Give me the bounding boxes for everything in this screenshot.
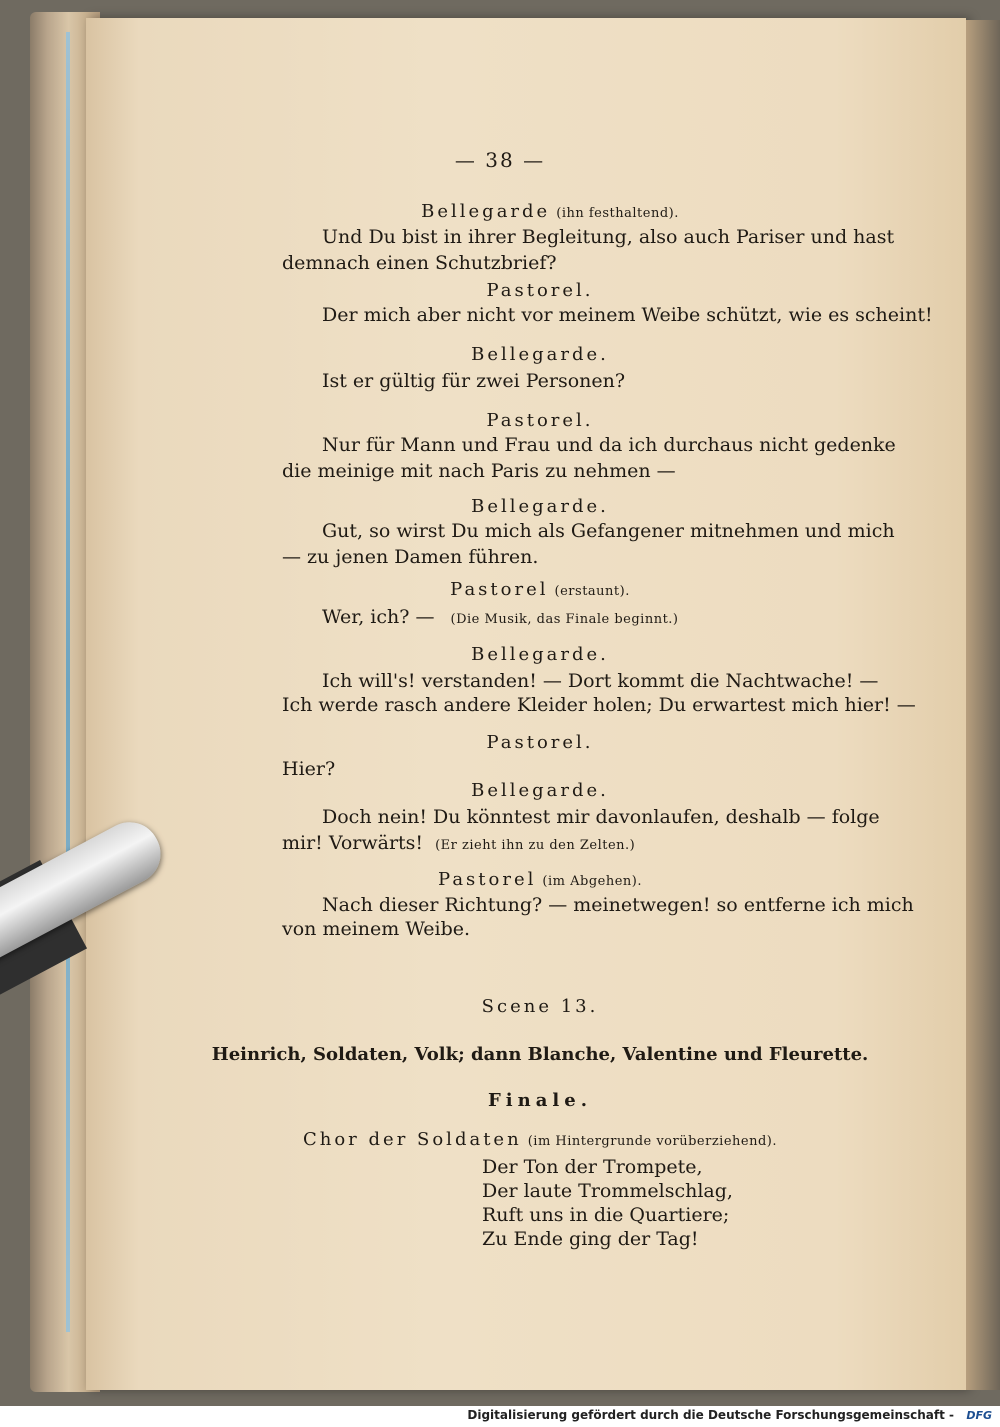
- dialogue-line: Ist er gültig für zwei Personen?: [322, 370, 626, 392]
- speaker-name: Pastorel: [450, 579, 549, 600]
- dialogue-text: mir! Vorwärts!: [282, 832, 424, 854]
- dialogue-line: Nach dieser Richtung? — meinetwegen! so entferne ich mich: [322, 894, 914, 916]
- stage-direction: (erstaunt).: [554, 584, 630, 599]
- speaker-name: Bellegarde.: [471, 496, 609, 517]
- dialogue-line: Ich will's! verstanden! — Dort kommt die Nachtwache! —: [322, 670, 879, 692]
- footer-bar: [0, 1406, 1000, 1427]
- speaker-heading: [0, 578, 1000, 600]
- speaker-name: Bellegarde.: [471, 344, 609, 365]
- speaker-name: Pastorel.: [486, 732, 594, 753]
- speaker-name: Bellegarde.: [471, 644, 609, 665]
- dialogue-line: die meinige mit nach Paris zu nehmen —: [282, 460, 676, 482]
- dialogue-line: Und Du bist in ihrer Begleitung, also auch Pariser und hast: [322, 226, 895, 248]
- page-number: — 38 —: [454, 148, 546, 172]
- footer-credit: Digitalisierung gefördert durch die Deutsche Forschungsgemeinschaft -: [467, 1408, 954, 1422]
- dialogue-line: Doch nein! Du könntest mir davonlaufen, deshalb — folge: [322, 806, 880, 828]
- dfg-logo: DFG: [966, 1409, 992, 1422]
- speaker-name: Pastorel: [438, 869, 537, 890]
- verse-line: Ruft uns in die Quartiere;: [482, 1204, 730, 1226]
- dialogue-line: [282, 832, 635, 854]
- stage-direction: (im Hintergrunde vorüberziehend).: [527, 1134, 777, 1149]
- stage-direction: (Er zieht ihn zu den Zelten.): [435, 838, 636, 853]
- verse-line: Der Ton der Trompete,: [482, 1156, 703, 1178]
- verse-line: Der laute Trommelschlag,: [482, 1180, 733, 1202]
- verse-line: Zu Ende ging der Tag!: [482, 1228, 699, 1250]
- chorus-name: Chor der Soldaten: [302, 1129, 522, 1150]
- dialogue-line: demnach einen Schutzbrief?: [282, 252, 557, 274]
- dialogue-line: Gut, so wirst Du mich als Gefangener mitnehmen und mich: [322, 520, 895, 542]
- chorus-heading: [0, 1128, 1000, 1150]
- dialogue-line: von meinem Weibe.: [282, 918, 471, 940]
- dialogue-line: Ich werde rasch andere Kleider holen; Du erwartest mich hier! —: [282, 694, 916, 716]
- dialogue-line: Nur für Mann und Frau und da ich durchaus nicht gedenke: [322, 434, 896, 456]
- dialogue-line: [322, 606, 679, 628]
- speaker-heading: [0, 200, 1000, 222]
- dialogue-line: Der mich aber nicht vor meinem Weibe schützt, wie es scheint!: [322, 304, 933, 326]
- speaker-name: Pastorel.: [486, 280, 594, 301]
- dialogue-line: Hier?: [282, 758, 336, 780]
- speaker-name: Bellegarde: [421, 201, 551, 222]
- speaker-name: Bellegarde.: [471, 780, 609, 801]
- scene-cast: Heinrich, Soldaten, Volk; dann Blanche, Valentine und Fleurette.: [211, 1044, 869, 1065]
- facing-page-edge: [966, 20, 1000, 1390]
- stage-direction: (ihn festhaltend).: [556, 206, 679, 221]
- dialogue-text: Wer, ich? —: [322, 606, 435, 628]
- finale-heading: Finale.: [488, 1090, 592, 1111]
- stage-direction: (im Abgehen).: [542, 874, 642, 889]
- dialogue-line: — zu jenen Damen führen.: [282, 546, 539, 568]
- stage-direction: (Die Musik, das Finale beginnt.): [450, 612, 679, 627]
- scene-heading: Scene 13.: [481, 996, 599, 1017]
- speaker-name: Pastorel.: [486, 410, 594, 431]
